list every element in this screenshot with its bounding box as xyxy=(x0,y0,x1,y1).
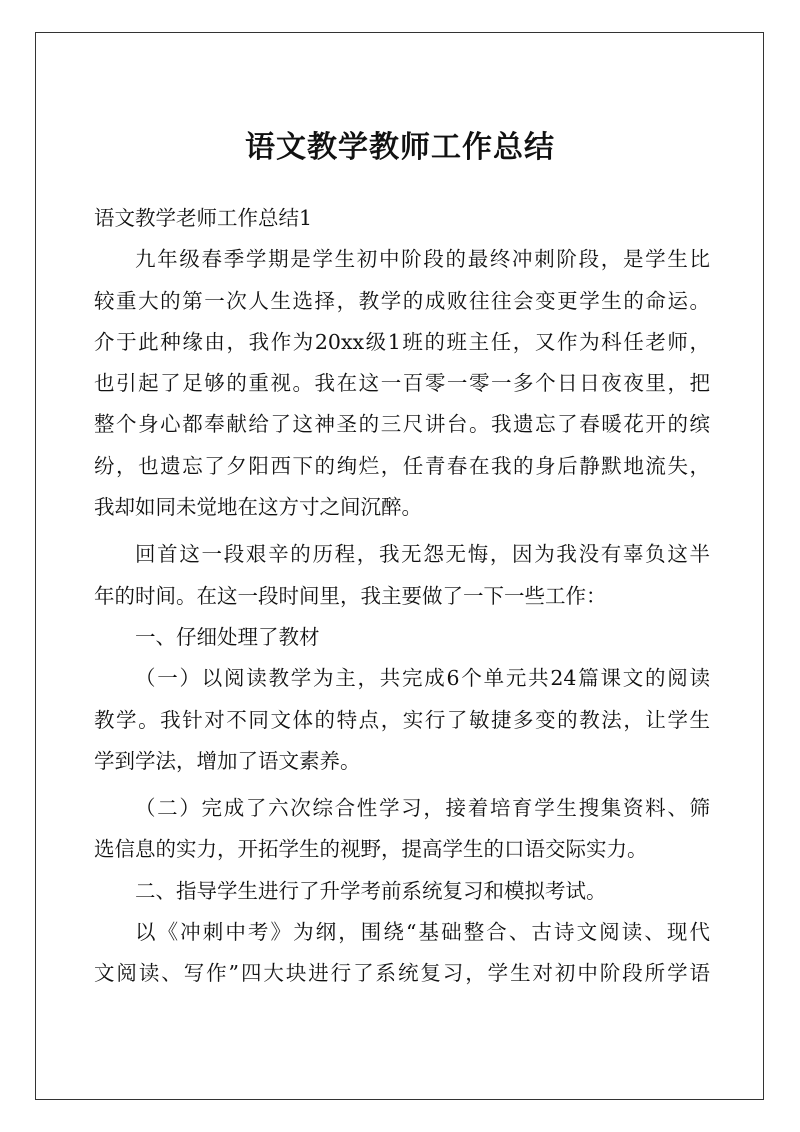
document-subtitle: 语文教学老师工作总结1 xyxy=(94,206,313,230)
document-title: 语文教学教师工作总结 xyxy=(245,130,555,165)
text-line: 我却如同未觉地在这方寸之间沉醉。 xyxy=(94,495,422,520)
paragraph-review xyxy=(94,534,710,617)
list-item-1 xyxy=(94,658,710,782)
text-line: 选信息的实力，开拓学生的视野，提高学生的口语交际实力。 xyxy=(94,837,648,862)
text-line: 回首这一段艰辛的历程，我无怨无悔，因为我没有辜负这半 xyxy=(135,542,710,567)
section-heading-2: 二、指导学生进行了升学考前系统复习和模拟考试。 xyxy=(135,878,607,903)
document-body xyxy=(94,198,710,995)
text-line: 也引起了足够的重视。我在这一百零一零一多个日日夜夜里，把 xyxy=(94,371,710,396)
text-line: （一）以阅读教学为主，共完成6个单元共24篇课文的阅读 xyxy=(135,666,710,691)
text-line: 学到学法，增加了语文素养。 xyxy=(94,748,361,773)
paragraph-intro xyxy=(94,239,710,528)
text-line: 纷，也遗忘了夕阳西下的绚烂，任青春在我的身后静默地流失， xyxy=(94,453,710,478)
text-line: 整个身心都奉献给了这神圣的三尺讲台。我遗忘了春暖花开的缤 xyxy=(94,412,710,437)
text-line: 较重大的第一次人生选择，教学的成败往往会变更学生的命运。 xyxy=(94,288,710,313)
section-heading-1: 一、仔细处理了教材 xyxy=(135,624,320,649)
text-line: 九年级春季学期是学生初中阶段的最终冲刺阶段，是学生比 xyxy=(135,247,710,272)
text-line: 文阅读、写作”四大块进行了系统复习，学生对初中阶段所学语 xyxy=(94,961,710,986)
text-line: 介于此种缘由，我作为20xx级1班的班主任，又作为科任老师， xyxy=(94,329,710,354)
paragraph-exam-review xyxy=(94,912,710,995)
text-line: 教学。我针对不同文体的特点，实行了敏捷多变的教法，让学生 xyxy=(94,707,710,732)
text-line: 以《冲刺中考》为纲，围绕“基础整合、古诗文阅读、现代 xyxy=(135,920,710,945)
list-item-2 xyxy=(94,788,710,871)
text-line: 年的时间。在这一段时间里，我主要做了一下一些工作： xyxy=(94,583,607,608)
text-line: （二）完成了六次综合性学习，接着培育学生搜集资料、筛 xyxy=(135,796,710,821)
